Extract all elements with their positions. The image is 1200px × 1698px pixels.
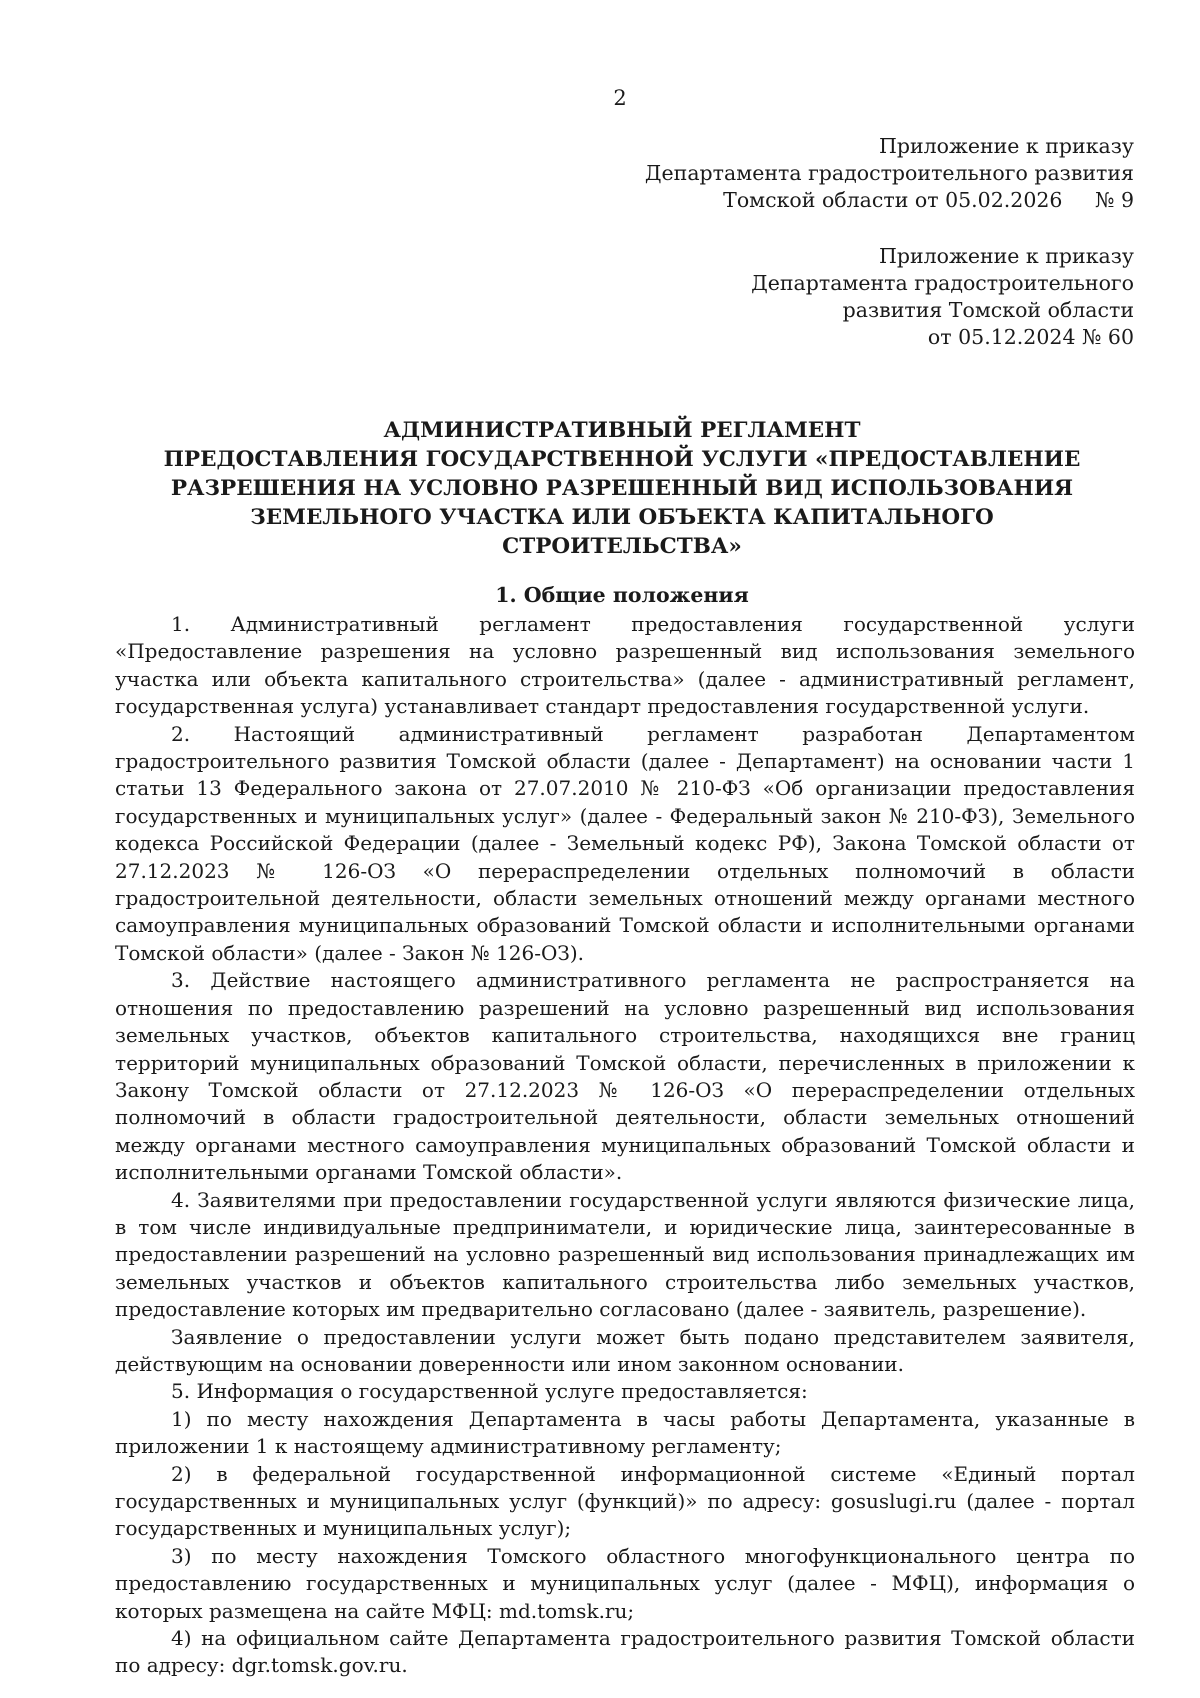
- document-body: [115, 611, 1135, 1680]
- paragraph: 1. Административный регламент предоставления государственной услуги «Предоставление разрешения на условно разрешенный вид использования земельного участка или объекта капитального строительства» (далее - административный регламент, государственная услуга) устанавливает стандарт предоставления государственной услуги.: [115, 612, 1135, 719]
- paragraph: 2) в федеральной государственной информационной системе «Единый портал государственных и муниципальных услуг (функций)» по адресу: gosuslugi.ru (далее - портал государственных и муниципальных услуг);: [115, 1461, 1135, 1541]
- paragraph: 3) по месту нахождения Томского областного многофункционального центра по предоставлению государственных и муниципальных услуг (далее - МФЦ), информация о которых размещена на сайте МФЦ: md.tomsk.ru;: [115, 1543, 1135, 1623]
- appendix-line: Приложение к приказу: [878, 244, 1134, 268]
- paragraph: 5. Информация о государственной услуге предоставляется:: [171, 1379, 808, 1404]
- appendix-block-current: [645, 133, 1134, 214]
- paragraph: 4) на официальном сайте Департамента градостроительного развития Томской области по адресу: dgr.tomsk.gov.ru.: [115, 1626, 1135, 1678]
- document-title: [110, 416, 1134, 561]
- page-number: 2: [613, 86, 627, 110]
- paragraph: Заявление о предоставлении услуги может быть подано представителем заявителя, действующим на основании доверенности или ином законном основании.: [115, 1324, 1135, 1376]
- appendix-block-original: [751, 243, 1134, 351]
- section-heading: 1. Общие положения: [495, 583, 749, 607]
- appendix-line: развития Томской области: [842, 298, 1134, 322]
- paragraph: 3. Действие настоящего административного регламента не распространяется на отношения по предоставлению разрешений на условно разрешенный вид использования земельных участков, объектов капитального строительства, находящихся вне границ территорий муниципальных образований Томской области, перечисленных в приложении к Закону Томской области от 27.12.2023 № 126-ОЗ «О перераспределении отдельных полномочий в области градостроительной деятельности, области земельных отношений между органами местного самоуправления муниципальных образований Томской области и исполнительными органами Томской области».: [115, 968, 1135, 1185]
- title-line: РАЗРЕШЕНИЯ НА УСЛОВНО РАЗРЕШЕННЫЙ ВИД ИСПОЛЬЗОВАНИЯ: [170, 476, 1074, 501]
- appendix-line: Департамента градостроительного: [751, 271, 1134, 295]
- title-line: СТРОИТЕЛЬСТВА»: [502, 534, 742, 559]
- appendix-line: Томской области от 05.02.2026 № 9: [723, 188, 1134, 212]
- paragraph: 1) по месту нахождения Департамента в часы работы Департамента, указанные в приложении 1 к настоящему административному регламенту;: [115, 1406, 1135, 1459]
- title-line: ПРЕДОСТАВЛЕНИЯ ГОСУДАРСТВЕННОЙ УСЛУГИ «ПРЕДОСТАВЛЕНИЕ: [163, 447, 1081, 472]
- title-line: ЗЕМЕЛЬНОГО УЧАСТКА ИЛИ ОБЪЕКТА КАПИТАЛЬНОГО: [250, 505, 994, 530]
- appendix-line: от 05.12.2024 № 60: [927, 325, 1134, 349]
- paragraph: 2. Настоящий административный регламент разработан Департаментом градостроительного развития Томской области (далее - Департамент) на основании части 1 статьи 13 Федерального закона от 27.07.2010 № 210-ФЗ «Об организации предоставления государственных и муниципальных услуг» (далее - Федеральный закон № 210-ФЗ), Земельного кодекса Российской Федерации (далее - Земельный кодекс РФ), Закона Томской области от 27.12.2023 № 126-ОЗ «О перераспределении отдельных полномочий в области градостроительной деятельности, области земельных отношений между органами местного самоуправления муниципальных образований Томской области и исполнительными органами Томской области» (далее - Закон № 126-ОЗ).: [115, 721, 1135, 965]
- title-line: АДМИНИСТРАТИВНЫЙ РЕГЛАМЕНТ: [383, 418, 861, 443]
- appendix-line: Приложение к приказу: [878, 134, 1134, 158]
- appendix-line: Департамента градостроительного развития: [644, 161, 1134, 185]
- paragraph: 4. Заявителями при предоставлении государственной услуги являются физические лица, в том числе индивидуальные предприниматели, и юридические лица, заинтересованные в предоставлении разрешений на условно разрешенный вид использования принадлежащих им земельных участков и объектов капитального строительства либо земельных участков, предоставление которых им предварительно согласовано (далее - заявитель, разрешение).: [115, 1187, 1135, 1322]
